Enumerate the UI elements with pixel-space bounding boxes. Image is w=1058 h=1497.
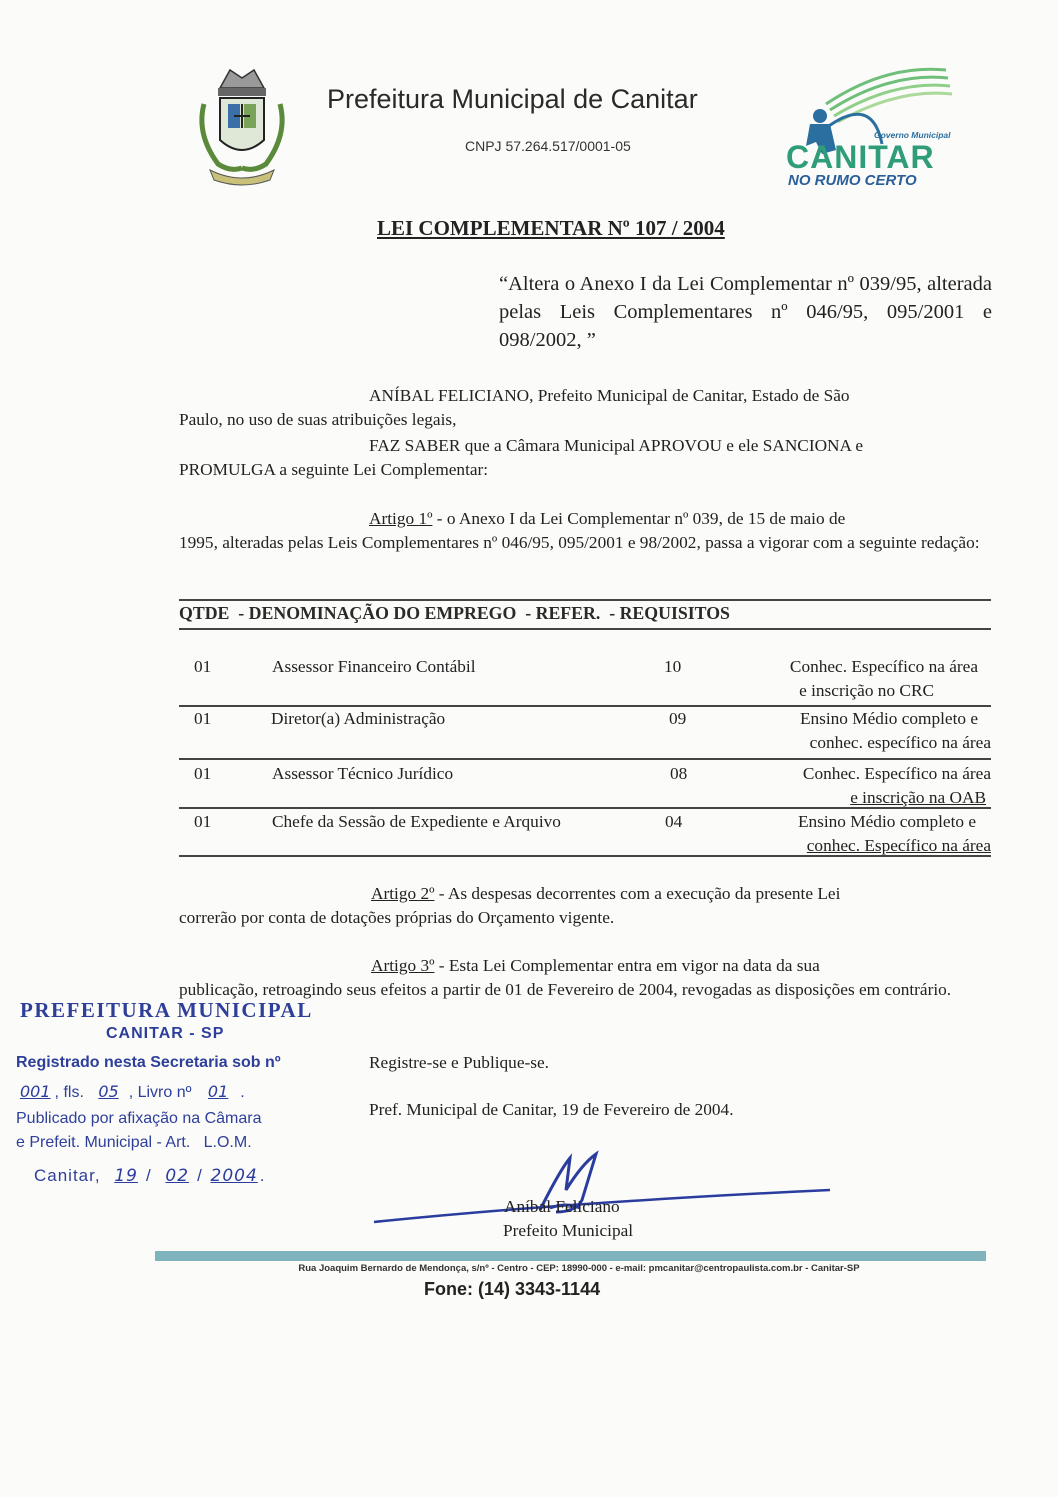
stamp-line3: Registrado nesta Secretaria sob nº bbox=[16, 1054, 281, 1071]
footer-address: Rua Joaquim Bernardo de Mendonça, s/nº - Centro - CEP: 18990-000 - e-mail: pmcanitar@centropaulista.com.br - Canitar-SP bbox=[298, 1263, 860, 1274]
row-refer: 08 bbox=[670, 764, 688, 783]
row-req1: Ensino Médio completo e bbox=[799, 709, 978, 728]
table-header-rule bbox=[179, 628, 991, 630]
row-refer: 04 bbox=[665, 812, 683, 831]
stamp-livro-label: , Livro nº bbox=[128, 1084, 192, 1101]
article-2-first-line bbox=[179, 882, 992, 906]
row-req1: Conhec. Específico na área bbox=[789, 657, 978, 676]
stamp-line4: 001 , fls. 05 , Livro nº 01 . bbox=[16, 1082, 245, 1102]
signer-role: Prefeito Municipal bbox=[503, 1221, 634, 1240]
signer-name: Aníbal Feliciano bbox=[504, 1197, 620, 1216]
preamble-2-line1: FAZ SABER que a Câmara Municipal APROVOU e ele SANCIONA e bbox=[369, 436, 864, 455]
footer-phone: Fone: (14) 3343-1144 bbox=[424, 1279, 601, 1299]
coat-of-arms-icon bbox=[190, 64, 294, 190]
row-req2: e inscrição na OAB bbox=[850, 788, 986, 807]
ementa: “Altera o Anexo I da Lei Complementar nº 039/95, alterada pelas Leis Complementares nº 046/95, 095/2001 e 098/2002, ” bbox=[499, 273, 992, 351]
row-denominacao: Assessor Técnico Jurídico bbox=[272, 764, 454, 783]
row-req2: conhec. Específico na área bbox=[806, 836, 991, 855]
registration-stamp bbox=[14, 998, 359, 1193]
stamp-date-month: 02 bbox=[165, 1166, 190, 1186]
row-req2: conhec. específico na área bbox=[809, 733, 991, 752]
preamble-2-line2: PROMULGA a seguinte Lei Complementar: bbox=[179, 460, 489, 479]
document-title: LEI COMPLEMENTAR Nº 107 / 2004 bbox=[377, 216, 725, 240]
article-3-rest: publicação, retroagindo seus efeitos a partir de 01 de Fevereiro de 2004, revogadas as disposições em contrário. bbox=[179, 980, 952, 999]
preamble-1-line1: ANÍBAL FELICIANO, Prefeito Municipal de Canitar, Estado de São bbox=[369, 386, 850, 405]
stamp-canitar-label: Canitar, bbox=[34, 1166, 101, 1185]
stamp-line2: CANITAR - SP bbox=[106, 1025, 225, 1042]
article-3-first: - Esta Lei Complementar entra em vigor na data da sua bbox=[434, 956, 820, 975]
stamp-line5: Publicado por afixação na Câmara bbox=[16, 1110, 262, 1127]
article-2-first: - As despesas decorrentes com a execução da presente Lei bbox=[434, 884, 841, 903]
row-qtde: 01 bbox=[194, 812, 212, 831]
article-1-rest: 1995, alteradas pelas Leis Complementares nº 046/95, 095/2001 e 98/2002, passa a vigorar com a seguinte redação: bbox=[179, 533, 980, 552]
table-header: QTDE - DENOMINAÇÃO DO EMPREGO - REFER. - REQUISITOS bbox=[179, 603, 730, 623]
logo-line2: CANITAR bbox=[786, 139, 935, 175]
row-refer: 10 bbox=[664, 657, 682, 676]
preamble-1 bbox=[179, 384, 992, 432]
article-1-first-line bbox=[179, 507, 992, 531]
stamp-line7: Canitar, 19 / 02 / 2004 . bbox=[34, 1166, 266, 1186]
logo-line3: NO RUMO CERTO bbox=[788, 172, 917, 189]
row-req1: Conhec. Específico na área bbox=[802, 764, 991, 783]
article-2-rest: correrão por conta de dotações próprias do Orçamento vigente. bbox=[179, 908, 615, 927]
row-denominacao: Diretor(a) Administração bbox=[271, 709, 446, 728]
stamp-reg-no: 001 bbox=[20, 1082, 51, 1101]
preamble-2 bbox=[179, 434, 992, 482]
stamp-livro-no: 01 bbox=[207, 1082, 229, 1101]
stamp-fls-label: , fls. bbox=[54, 1084, 84, 1101]
row-qtde: 01 bbox=[194, 709, 212, 728]
article-3-first-line bbox=[179, 954, 992, 978]
article-3-label: Artigo 3º bbox=[371, 956, 435, 975]
date-line: Pref. Municipal de Canitar, 19 de Fevereiro de 2004. bbox=[369, 1100, 734, 1119]
row-denominacao: Assessor Financeiro Contábil bbox=[272, 657, 476, 676]
row-denominacao: Chefe da Sessão de Expediente e Arquivo bbox=[272, 812, 561, 831]
row-refer: 09 bbox=[669, 709, 687, 728]
article-2-label: Artigo 2º bbox=[371, 884, 435, 903]
stamp-date-year: 2004 bbox=[210, 1166, 258, 1186]
preamble-1-line2: Paulo, no uso de suas atribuições legais, bbox=[179, 410, 457, 429]
row-qtde: 01 bbox=[194, 657, 212, 676]
page-title: Prefeitura Municipal de Canitar bbox=[327, 84, 698, 114]
row-divider bbox=[179, 807, 991, 809]
stamp-line1: PREFEITURA MUNICIPAL bbox=[20, 998, 313, 1022]
row-req1: Ensino Médio completo e bbox=[797, 812, 976, 831]
canitar-logo bbox=[786, 64, 972, 190]
article-1 bbox=[179, 507, 992, 555]
registre-text: Registre-se e Publique-se. bbox=[369, 1053, 549, 1072]
cnpj-text: CNPJ 57.264.517/0001-05 bbox=[465, 138, 631, 154]
row-req2: e inscrição no CRC bbox=[799, 681, 934, 700]
article-1-label: Artigo 1º bbox=[369, 509, 433, 528]
article-1-first: - o Anexo I da Lei Complementar nº 039, de 15 de maio de bbox=[432, 509, 846, 528]
article-3 bbox=[179, 954, 992, 1002]
footer-bar bbox=[155, 1251, 986, 1261]
stamp-fls-no: 05 bbox=[98, 1082, 119, 1101]
logo-line1: Governo Municipal bbox=[874, 130, 951, 140]
stamp-date-day: 19 bbox=[114, 1166, 138, 1186]
row-divider bbox=[179, 758, 991, 760]
row-divider bbox=[179, 855, 991, 857]
article-2 bbox=[179, 882, 992, 930]
row-qtde: 01 bbox=[194, 764, 212, 783]
stamp-line6: e Prefeit. Municipal - Art. L.O.M. bbox=[16, 1134, 252, 1151]
table-top-rule bbox=[179, 599, 991, 601]
